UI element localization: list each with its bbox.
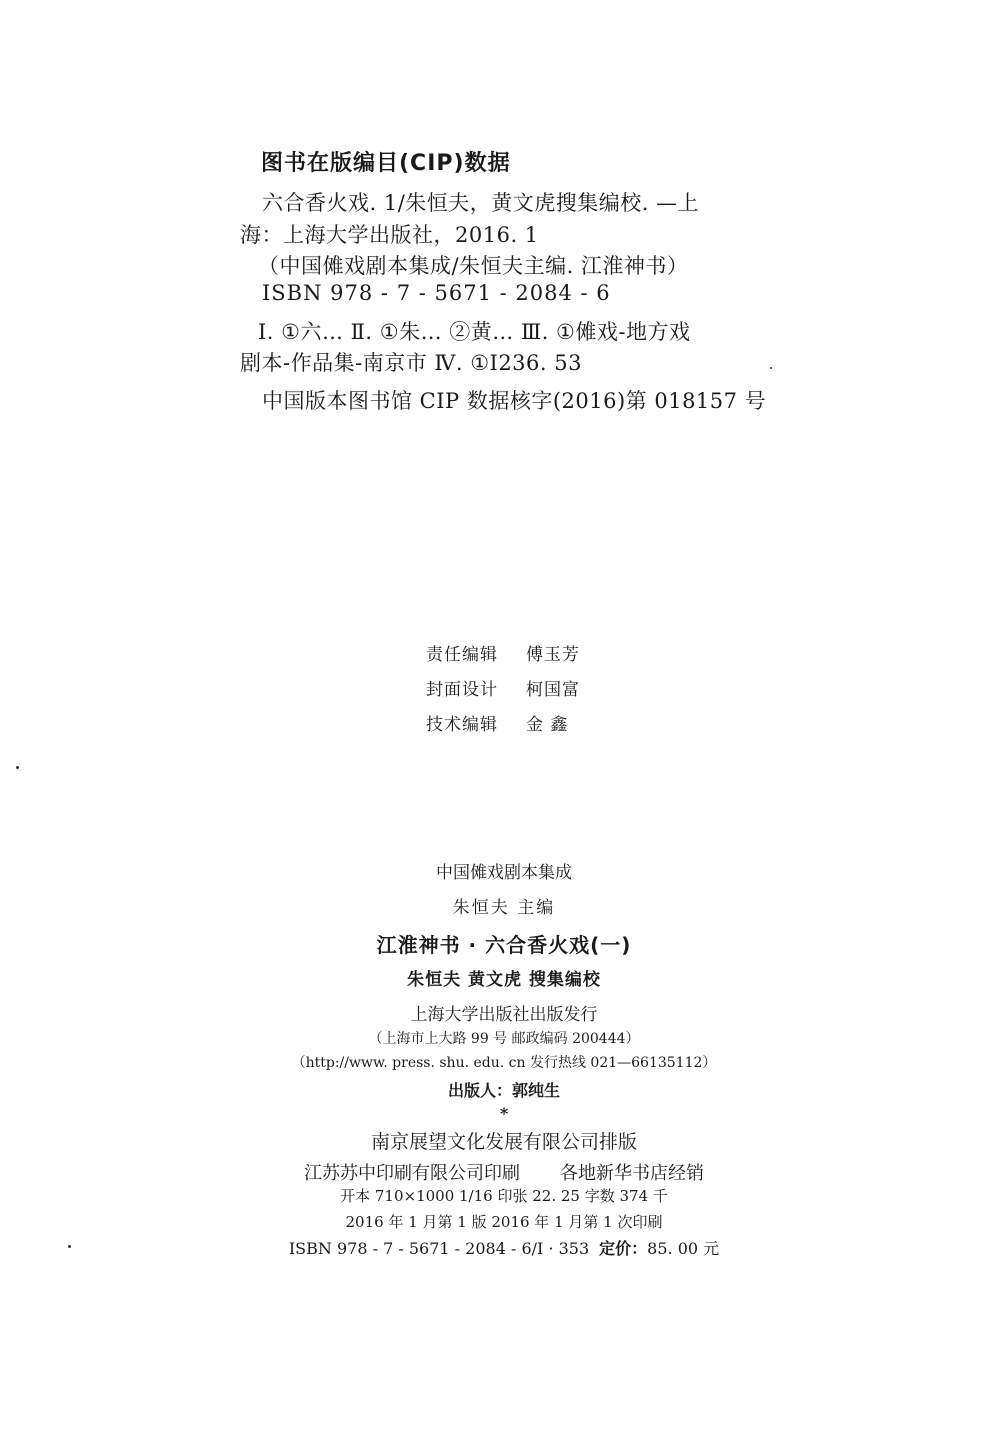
editor-name: 柯国富: [526, 680, 580, 700]
isbn: ISBN 978 - 7 - 5671 - 2084 - 6/I · 353: [288, 1239, 590, 1258]
cip-title: 图书在版编目(CIP)数据: [261, 151, 511, 176]
book-title: 江淮神书 · 六合香火戏(一): [376, 933, 632, 957]
scan-speck: [770, 367, 772, 369]
editor-name: 傅玉芳: [526, 645, 580, 665]
cip-classification-line-1: Ⅰ. ①六… Ⅱ. ①朱… ②黄… Ⅲ. ①傩戏-地方戏: [258, 320, 691, 344]
publisher-website: （http://www. press. shu. edu. cn 发行热线 021—66135112）: [291, 1055, 717, 1071]
separator-star: *: [499, 1104, 509, 1123]
scan-speck: [16, 766, 19, 769]
cip-line-2: 海：上海大学出版社，2016. 1: [240, 223, 539, 247]
chief-editor: 朱恒夫 主编: [452, 898, 556, 918]
cip-line-1: 六合香火戏. 1/朱恒夫，黄文虎搜集编校. —上: [262, 191, 700, 215]
cip-classification-line-2: 剧本-作品集-南京市 Ⅳ. ①I236. 53: [240, 351, 582, 375]
editor-role: 责任编辑: [426, 645, 498, 665]
cip-isbn-line: ISBN 978 - 7 - 5671 - 2084 - 6: [262, 281, 611, 305]
editor-row-technical: [426, 710, 568, 735]
printer-distributor-line: [0, 1159, 1008, 1185]
editor-row-cover-design: [426, 675, 580, 700]
compilers: 朱恒夫 黄文虎 搜集编校: [407, 970, 601, 990]
edition-info: 2016 年 1 月第 1 版 2016 年 1 月第 1 次印刷: [345, 1213, 663, 1231]
cip-record-number: 中国版本图书馆 CIP 数据核字(2016)第 018157 号: [262, 389, 767, 413]
distributor: 各地新华书店经销: [560, 1163, 704, 1184]
format-info: 开本 710×1000 1/16 印张 22. 25 字数 374 千: [340, 1187, 668, 1205]
isbn-price-line: [0, 1236, 1008, 1259]
typesetter: 南京展望文化发展有限公司排版: [370, 1131, 637, 1153]
editor-name: 金 鑫: [526, 715, 569, 735]
price: 85. 00 元: [647, 1239, 720, 1258]
printer: 江苏苏中印刷有限公司印刷: [304, 1163, 520, 1184]
series-name: 中国傩戏剧本集成: [436, 863, 572, 883]
publisher-person: 出版人：郭纯生: [447, 1081, 560, 1100]
publisher-address: （上海市上大路 99 号 邮政编码 200444）: [368, 1031, 640, 1047]
scan-speck: [68, 1245, 71, 1248]
editor-role: 封面设计: [426, 680, 498, 700]
publisher: 上海大学出版社出版发行: [410, 1005, 598, 1025]
cip-line-3: （中国傩戏剧本集成/朱恒夫主编. 江淮神书）: [258, 254, 689, 278]
price-label: 定价：: [599, 1239, 648, 1258]
editor-role: 技术编辑: [426, 715, 498, 735]
editor-row-responsible: [426, 640, 580, 665]
